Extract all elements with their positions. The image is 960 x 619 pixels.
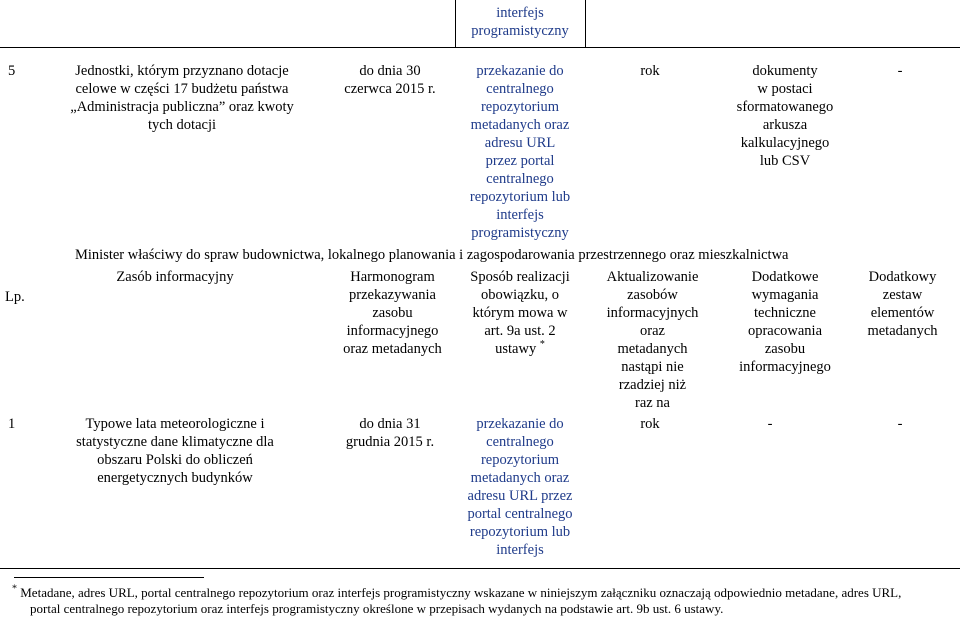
- footnote-marker: *: [539, 339, 545, 351]
- row1-method-cell: [455, 415, 585, 559]
- header-technical-line: wymagania: [751, 287, 819, 303]
- row5-method-line: centralnego: [486, 171, 554, 187]
- footnote-mark: *: [12, 583, 17, 595]
- top-fragment-cell: [455, 4, 585, 40]
- header-resource: Zasób informacyjny: [116, 269, 234, 285]
- row5-method-line: adresu URL: [484, 135, 556, 151]
- row5-method-line: centralnego: [486, 81, 554, 97]
- header-update-line: raz na: [634, 395, 670, 411]
- header-schedule-line: przekazywania: [349, 287, 436, 303]
- row5-resource-line: „Administracja publiczna” oraz kwoty: [70, 99, 294, 115]
- row-divider: [0, 568, 960, 569]
- row5-schedule-line: czerwca 2015 r.: [344, 81, 436, 97]
- header-update-line: Aktualizowanie: [606, 269, 699, 285]
- row1-method-line: centralnego: [486, 434, 554, 450]
- row5-resource-line: tych dotacji: [147, 117, 217, 133]
- header-schedule-line: oraz metadanych: [343, 341, 442, 357]
- footnote: [12, 585, 957, 617]
- header-method-last: ustawy: [495, 341, 537, 357]
- row5-method-line: przez portal: [485, 153, 555, 169]
- header-update-line: informacyjnych: [606, 305, 699, 321]
- row5-method-cell: [455, 62, 585, 242]
- header-technical-line: Dodatkowe: [751, 269, 819, 285]
- row5-resource-line: celowe w części 17 budżetu państwa: [75, 81, 289, 97]
- row1-method-line: interfejs: [496, 542, 544, 558]
- footnote-line-1: [12, 585, 957, 601]
- row5-method-line: repozytorium: [480, 99, 560, 115]
- top-fragment-line: interfejs: [496, 5, 544, 21]
- header-technical-cell: [720, 268, 850, 376]
- row5-technical-line: arkusza: [762, 117, 808, 133]
- row1-method-line: repozytorium lub: [469, 524, 571, 540]
- header-method-line: którym mowa w: [472, 305, 568, 321]
- row5-method-line: metadanych oraz: [470, 117, 570, 133]
- row5-schedule-cell: [330, 62, 450, 98]
- header-schedule-line: zasobu: [372, 305, 413, 321]
- header-method-line: obowiązku, o: [480, 287, 560, 303]
- row1-technical: -: [767, 416, 773, 432]
- header-schedule-line: informacyjnego: [346, 323, 439, 339]
- row1-lp: 1: [8, 416, 16, 432]
- header-technical-line: zasobu: [764, 341, 806, 357]
- header-metadata-line: elementów: [870, 305, 935, 321]
- row-divider: [0, 47, 960, 48]
- header-technical-line: informacyjnego: [739, 359, 831, 375]
- row1-schedule-cell: [330, 415, 450, 451]
- row1-resource-line: obszaru Polski do obliczeń: [97, 452, 253, 468]
- row5-metadata: -: [897, 63, 903, 79]
- header-update-line: rzadziej niż: [618, 377, 687, 393]
- header-method-cell: [455, 268, 585, 358]
- footnote-separator: [14, 577, 204, 578]
- header-metadata-cell: [850, 268, 955, 340]
- header-update-line: oraz: [640, 323, 665, 339]
- footnote-line-2: portal centralnego repozytorium oraz interfejs programistyczny określone w przepisach wydanych na podstawie art. 9b ust. 6 ustawy.: [30, 601, 724, 616]
- header-update-line: metadanych: [617, 341, 688, 357]
- header-method-line: Sposób realizacji: [470, 269, 570, 285]
- header-lp: Lp.: [5, 289, 25, 305]
- row1-method-line: repozytorium: [480, 452, 560, 468]
- row5-method-line: przekazanie do: [476, 63, 564, 79]
- row5-technical-line: w postaci: [757, 81, 813, 97]
- row5-technical-cell: [715, 62, 855, 170]
- header-update-cell: [590, 268, 715, 412]
- top-fragment-line: programistyczny: [471, 23, 569, 39]
- header-method-line: [455, 340, 585, 358]
- row5-method-line: interfejs: [496, 207, 544, 223]
- row1-method-line: portal centralnego: [467, 506, 573, 522]
- footnote-text-1: Metadane, adres URL, portal centralnego repozytorium oraz interfejs programistyczny wskazane w niniejszym załączniku oznaczają odpowiednio metadane, adres URL,: [20, 585, 902, 600]
- row1-resource-line: energetycznych budynków: [97, 470, 253, 486]
- row5-technical-line: sformatowanego: [736, 99, 834, 115]
- row5-method-line: programistyczny: [471, 225, 569, 241]
- row1-resource-line: statystyczne dane klimatyczne dla: [76, 434, 274, 450]
- row1-resource-cell: [30, 415, 320, 487]
- header-technical-line: techniczne: [754, 305, 816, 321]
- row5-resource-cell: [42, 62, 322, 134]
- header-metadata-line: metadanych: [867, 323, 938, 339]
- row5-lp: 5: [8, 63, 16, 79]
- row5-technical-line: kalkulacyjnego: [740, 135, 830, 151]
- row1-schedule-line: grudnia 2015 r.: [345, 434, 435, 450]
- header-schedule-line: Harmonogram: [350, 269, 435, 285]
- row5-update: rok: [640, 63, 660, 79]
- row5-method-line: repozytorium lub: [469, 189, 571, 205]
- header-metadata-line: Dodatkowy: [868, 269, 937, 285]
- row5-technical-line: dokumenty: [752, 63, 818, 79]
- row1-schedule-line: do dnia 31: [359, 416, 421, 432]
- row1-update: rok: [640, 416, 660, 432]
- header-method-line: art. 9a ust. 2: [484, 323, 556, 339]
- row5-schedule-line: do dnia 30: [359, 63, 421, 79]
- header-update-line: zasobów: [627, 287, 678, 303]
- header-schedule-cell: [330, 268, 455, 358]
- column-divider: [455, 0, 456, 48]
- row1-metadata: -: [897, 416, 903, 432]
- row5-resource-line: Jednostki, którym przyznano dotacje: [75, 63, 289, 79]
- column-divider: [585, 0, 586, 48]
- header-update-line: nastąpi nie: [621, 359, 684, 375]
- minister-heading: Minister właściwy do spraw budownictwa, lokalnego planowania i zagospodarowania przestrzennego oraz mieszkalnictwa: [75, 247, 789, 263]
- row1-method-line: metadanych oraz: [470, 470, 570, 486]
- row5-technical-line: lub CSV: [759, 153, 811, 169]
- row1-method-line: przekazanie do: [476, 416, 564, 432]
- row1-method-line: adresu URL przez: [467, 488, 573, 504]
- header-metadata-line: zestaw: [882, 287, 923, 303]
- row1-resource-line: Typowe lata meteorologiczne i: [85, 416, 265, 432]
- header-technical-line: opracowania: [747, 323, 823, 339]
